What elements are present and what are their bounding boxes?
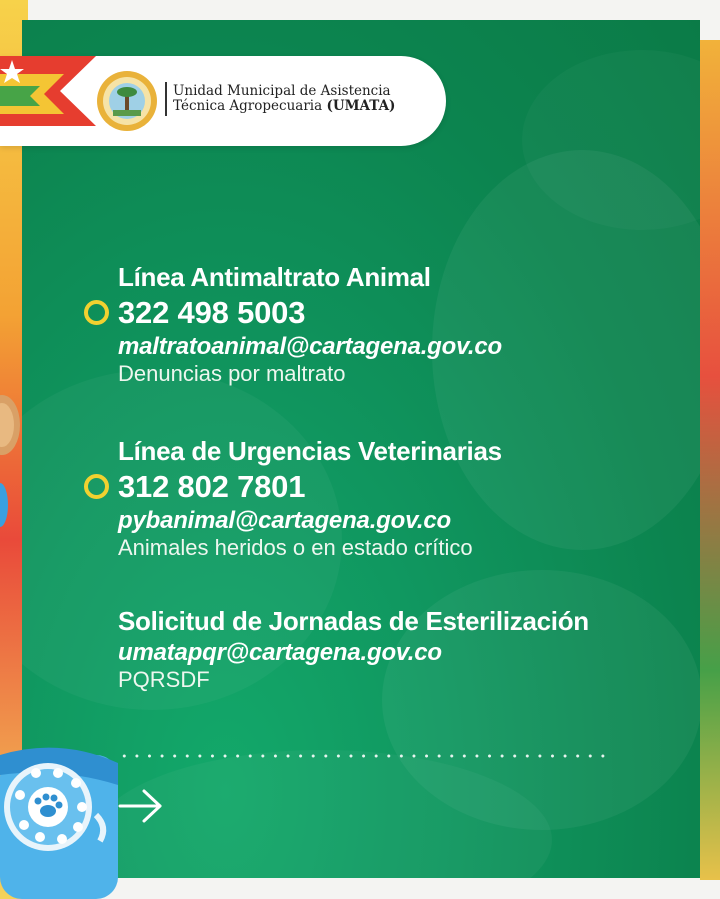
ring-bullet-icon bbox=[84, 300, 109, 325]
email-address[interactable]: umatapqr@cartagena.gov.co bbox=[118, 639, 442, 666]
email-address[interactable]: maltratoanimal@cartagena.gov.co bbox=[118, 333, 502, 360]
section-description: PQRSDF bbox=[118, 667, 210, 692]
cartagena-seal-icon bbox=[96, 70, 158, 132]
blue-toy-peek bbox=[0, 480, 10, 530]
section-description: Denuncias por maltrato bbox=[118, 361, 346, 386]
ring-bullet-icon bbox=[84, 474, 109, 499]
dotted-divider bbox=[118, 753, 608, 759]
org-name-acronym: (UMATA) bbox=[326, 98, 396, 114]
email-address[interactable]: pybanimal@cartagena.gov.co bbox=[118, 507, 451, 534]
arrow-right-icon[interactable] bbox=[118, 788, 164, 824]
header-divider bbox=[165, 82, 167, 116]
organization-name bbox=[173, 84, 395, 114]
phone-number[interactable]: 312 802 7801 bbox=[118, 469, 306, 504]
section-title: Línea de Urgencias Veterinarias bbox=[118, 436, 502, 466]
section-urgencias bbox=[118, 436, 502, 561]
section-esterilizacion bbox=[118, 606, 589, 693]
flag-icon bbox=[0, 56, 96, 126]
telephone-toy-icon bbox=[0, 745, 124, 899]
phone-number[interactable]: 322 498 5003 bbox=[118, 295, 306, 330]
pet-toy-peek bbox=[0, 390, 22, 460]
org-name-line1: Unidad Municipal de Asistencia bbox=[173, 83, 391, 99]
right-decorative-strip bbox=[700, 40, 720, 880]
section-description: Animales heridos o en estado crítico bbox=[118, 535, 473, 560]
section-title: Línea Antimaltrato Animal bbox=[118, 262, 431, 292]
section-title: Solicitud de Jornadas de Esterilización bbox=[118, 606, 589, 636]
org-name-line2 bbox=[173, 99, 395, 114]
org-name-line2-prefix: Técnica Agropecuaria bbox=[173, 98, 327, 114]
section-antimaltrato bbox=[118, 262, 502, 387]
